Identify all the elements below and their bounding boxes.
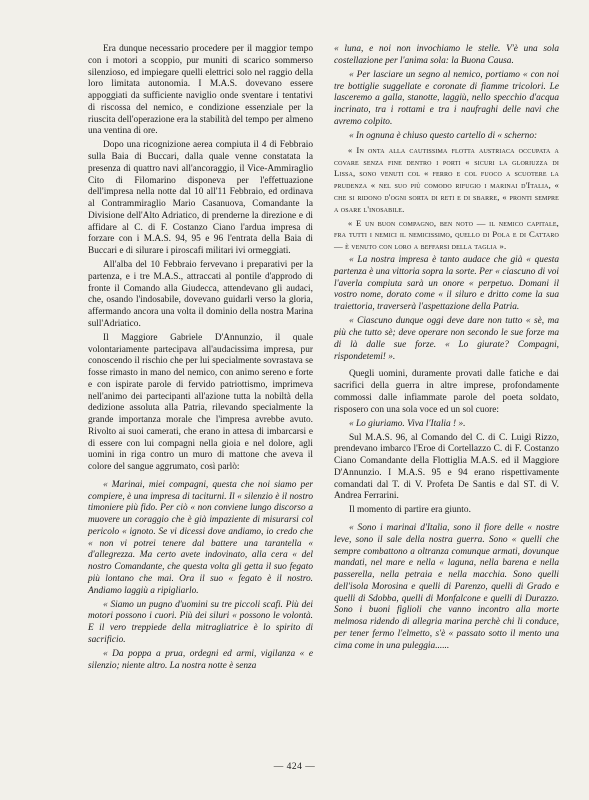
paragraph: « In onta alla cautissima flotta austriaca occupata a covare senza fine dentro i porti « sicuri la gloriuzza di Lissa, sono venuti col « ferro e col fuoco a scuotere la prudenza « nel suo più comodo rifugio i marinai d'Italia, « che si ridono d'ogni sorta di reti e di sbarre, « pronti sempre a osare l'inosabile. bbox=[334, 144, 559, 214]
right-column bbox=[334, 44, 559, 672]
paragraph: Era dunque necessario procedere per il maggior tempo con i motori a scoppio, pur muniti di scarico sommerso silenzioso, ed impiegare quelli elettrici solo nel raggio della loro limitata autonomia. I M.A.S. dovevano essere appoggiati da sufficiente naviglio onde sventare i tentativi di riscossa del nemico, e condizione essenziale per la riuscita dell'operazione era la stabilità del tempo per almeno una ventina di ore. bbox=[88, 44, 313, 137]
paragraph: Il momento di partire era giunto. bbox=[348, 505, 471, 516]
paragraph: Quegli uomini, duramente provati dalle fatiche e dai sacrifici della guerra in altre imprese, profondamente commossi dalle infiammate parole del poeta soldato, risposero con una sola voce ed un sol cuore: bbox=[334, 369, 559, 415]
paragraph: « E un buon compagno, ben noto — il nemico capitale, fra tutti i nemici il nemicissimo, quello di Pola e di Cattaro — è venuto con loro a beffarsi della taglia ». bbox=[334, 217, 559, 252]
paragraph: Dopo una ricognizione aerea compiuta il 4 di Febbraio sulla Baia di Buccari, dalla quale venne constatata la presenza di quattro navi all'ancoraggio, il Vice-Ammiraglio Cito di Filomarino disponeva per l'effettuazione dell'impresa nella notte dal 10 all'11 Febbraio, ed ordinava al Contrammiraglio Mario Casanuova, Comandante la Divisione dell'Alto Adriatico, di prenderne la direzione e di affidare al C. di F. Costanzo Ciano l'ardua impresa di forzare con i M.A.S. 94, 95 e 96 l'entrata della Baia di Buccari e di silurare i piroscafi militari ivi ormeggiati. bbox=[88, 140, 313, 257]
text-columns bbox=[88, 44, 559, 672]
paragraph: All'alba del 10 Febbraio fervevano i preparativi per la partenza, e i tre M.A.S., attraccati al pontile d'approdo di fronte il Comando alla Giudecca, attendevano gli audaci, che, osando l'indosabile, dovevano guidarli verso la gloria, affermando ancora una volta il dominio della nostra Marina sull'Adriatico. bbox=[88, 260, 313, 329]
paragraph: « In ognuna è chiuso questo cartello di « scherno: bbox=[348, 130, 538, 141]
paragraph: « Ciascuno dunque oggi deve dare non tutto « sè, ma più che tutto sè; deve operare non secondo le sue forze ma di là dalle sue forze. « Lo giurate? Compagni, rispondetemi! ». bbox=[334, 316, 559, 362]
paragraph: « Siamo un pugno d'uomini su tre piccoli scafi. Più dei motori possono i cuori. Più dei siluri « possono le volontà. E il vero treppiede della mitragliatrice è lo spirito di sacrificio. bbox=[88, 599, 313, 645]
paragraph: « luna, e noi non invochiamo le stelle. V'è una sola costellazione per l'anima sola: la Buona Causa. bbox=[334, 44, 559, 66]
paragraph: « Sono i marinai d'Italia, sono il fiore delle « nostre leve, sono il sale della nostra guerra. Sono « quelli che sempre combattono a oltranza comunque armati, dovunque mandati, nel mare e nella « laguna, nella barena e nella passerella, nella petraia e nella macchia. Sono quelli dell'isola Morosina e quelli di Parenzo, quelli di Grado e quelli di Sdobba, quelli di Monfalcone e quelli di Durazzo. Sono i buoni figlioli che vanno incontro alla morte melmosa ridendo di allegria marina perchè chi li conduce, per tener fermo l'elmetto, s'è « passato sotto il mento una cima come in una puleggia...... bbox=[334, 523, 559, 651]
paragraph: « Lo giuriamo. Viva l'Italia ! ». bbox=[348, 418, 466, 429]
paragraph: Sul M.A.S. 96, al Comando del C. di C. Luigi Rizzo, prendevano imbarco l'Eroe di Cortellazzo C. di F. Costanzo Ciano Comandante della Flottiglia M.A.S. ed il Maggiore D'Annunzio. I M.A.S. 95 e 94 erano rispettivamente comandati dal T. di V. Profeta De Santis e dal ST. di V. Andrea Ferrarini. bbox=[334, 432, 559, 502]
page-number: — 424 — bbox=[273, 762, 316, 772]
paragraph: Il Maggiore Gabriele D'Annunzio, il quale volontariamente partecipava all'audacissima impresa, pur conoscendo il rischio che per lui specialmente sovrastava se fosse rimasto in mano del nemico, con animo sereno e forte e con ispirate parole di fervido patriottismo, imprimeva nell'animo dei partecipanti all'azione tutta la nobiltà della dedizione assoluta alla Patria, rilevando specialmente la grande importanza morale che l'impresa avrebbe avuto. Rivolto ai suoi camerati, che erano in attesa di imbarcarsi e di essere con lui compagni nella gioia e nel dolore, agli uomini in riga contro un muro di mattone che aveva il colore del sangue aggrumato, così parlò: bbox=[88, 332, 313, 473]
paragraph: « Per lasciare un segno al nemico, portiamo « con noi tre bottiglie suggellate e coronate di fiamme tricolori. Le lasceremo a galla, stanotte, laggiù, nello specchio d'acqua incrinato, tra i rottami e tra i naufraghi delle navi che avremo colpito. bbox=[334, 69, 559, 127]
paragraph: « Marinai, miei compagni, questa che noi siamo per compiere, è una impresa di taciturni. Il « silenzio è il nostro timoniere più fido. Per ciò « non conviene lungo discorso a muovere un coraggio che è già impaziente di misurarsi col pericolo « ignoto. Se vi dicessi dove andiamo, io credo che « non vi potrei tenere dal battere una tarantella « d'allegrezza. Ma certo avete indovinato, alla cera « del nostro Comandante, che questa volta gli getta il suo fegato più lontano che mai. Ora il suo « fegato è il nostro. Andiamo laggiù a ripigliarlo. bbox=[88, 479, 313, 596]
paragraph: « La nostra impresa è tanto audace che già « questa partenza è una vittoria sopra la sorte. Per « ciascuno di voi l'averla compiuta sarà un onore « perpetuo. Domani il vostro nome, dorato come « il siluro e dritto come la sua traiettoria, traverserà l'aspettazione della Patria. bbox=[334, 255, 559, 313]
paragraph: « Da poppa a prua, ordegni ed armi, vigilanza « e silenzio; niente altro. La nostra notte è senza bbox=[88, 648, 313, 671]
left-column bbox=[88, 44, 313, 672]
